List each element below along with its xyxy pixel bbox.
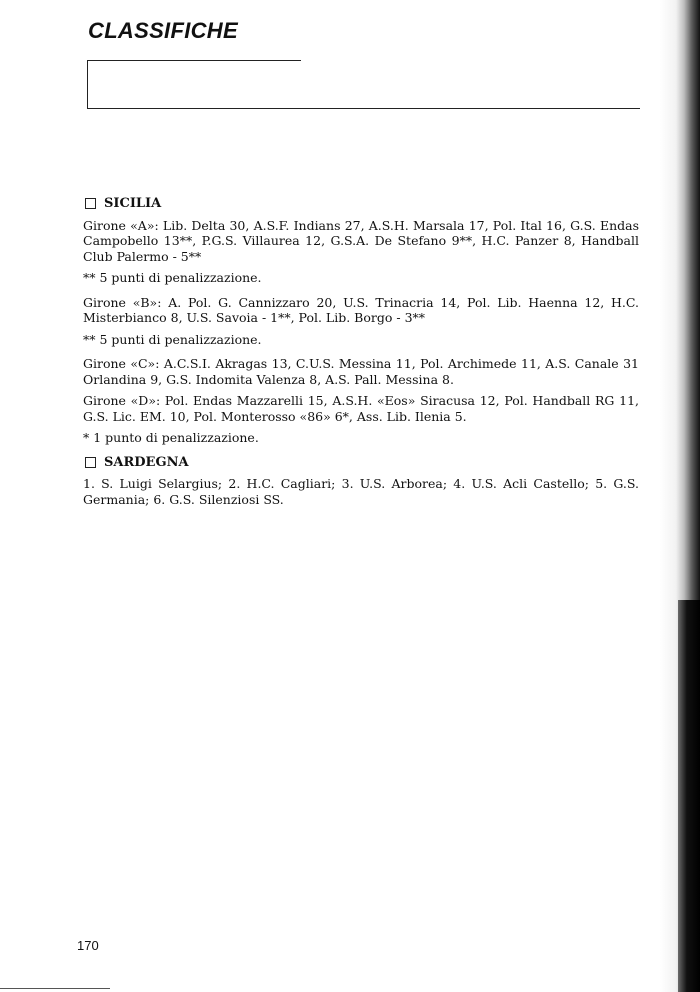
title-frame	[87, 60, 301, 109]
sardegna-standings: 1. S. Luigi Selargius; 2. H.C. Cagliari; 3. U.S. Arborea; 4. U.S. Acli Castello; 5. G.S. Germania; 6. G.S. Silenziosi SS.	[83, 476, 639, 507]
girone-d-standings: Girone «D»: Pol. Endas Mazzarelli 15, A.S.H. «Eos» Siracusa 12, Pol. Handball RG 11, G.S. Lic. EM. 10, Pol. Monterosso «86» 6*, Ass. Lib. Ilenia 5.	[83, 393, 639, 424]
penalty-note: * 1 punto di penalizzazione.	[83, 430, 259, 445]
penalty-note: ** 5 punti di penalizzazione.	[83, 270, 262, 285]
page-title: CLASSIFICHE	[88, 18, 238, 43]
checkbox-icon	[85, 457, 96, 468]
section-heading-sardegna	[83, 455, 639, 471]
girone-a-standings: Girone «A»: Lib. Delta 30, A.S.F. Indians 27, A.S.H. Marsala 17, Pol. Ital 16, G.S. Endas Campobello 13**, P.G.S. Villaurea 12, G.S.A. De Stefano 9**, H.C. Panzer 8, Handball Club Palermo - 5**	[83, 217, 639, 264]
girone-b-standings: Girone «B»: A. Pol. G. Cannizzaro 20, U.S. Trinacria 14, Pol. Lib. Haenna 12, H.C. Misterbianco 8, U.S. Savoia - 1**, Pol. Lib. Borgo - 3**	[83, 294, 639, 325]
checkbox-icon	[85, 198, 96, 209]
girone-c-standings: Girone «C»: A.C.S.I. Akragas 13, C.U.S. Messina 11, Pol. Archimede 11, A.S. Canale 31 Orlandina 9, G.S. Indomita Valenza 8, A.S. Pall. Messina 8.	[83, 356, 639, 387]
main-content	[83, 196, 639, 513]
bottom-rule	[0, 988, 110, 989]
penalty-note: ** 5 punti di penalizzazione.	[83, 331, 262, 347]
section-heading-label: SARDEGNA	[104, 454, 189, 470]
page-number: 170	[77, 938, 99, 953]
header-rule	[87, 108, 640, 109]
page-binding-shadow	[678, 600, 700, 992]
section-heading-label: SICILIA	[104, 196, 162, 211]
section-heading-sicilia	[83, 196, 639, 212]
